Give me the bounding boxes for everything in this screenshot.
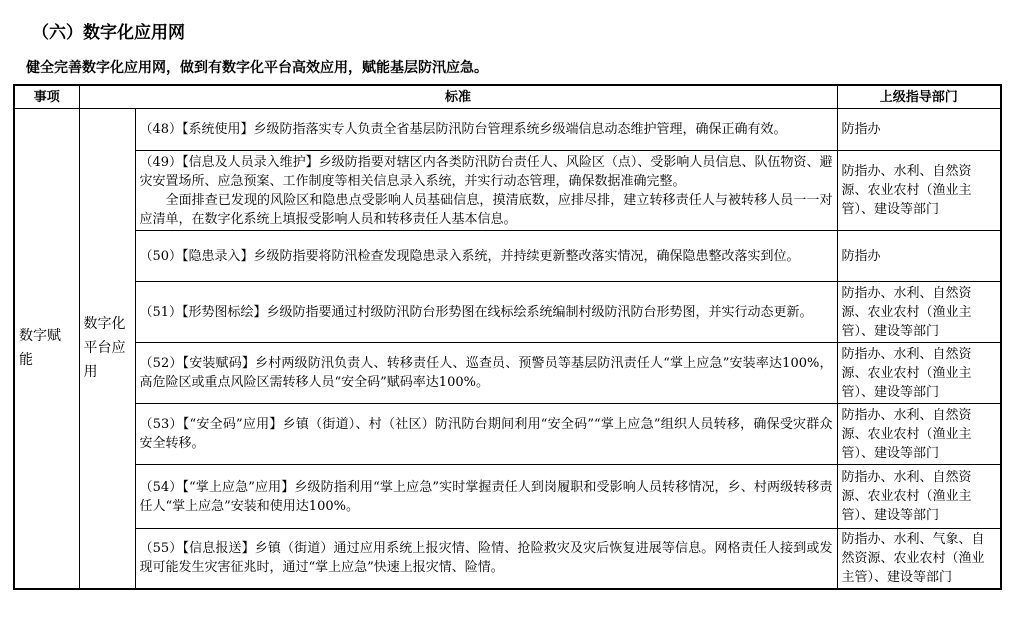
table-row [14, 343, 1001, 404]
dept-cell: 防指办 [837, 109, 1001, 151]
table-row [14, 529, 1001, 589]
dept-cell: 防指办、水利、自然资源、农业农村（渔业主管）、建设等部门 [837, 465, 1001, 529]
standard-text: （50）【隐患录入】乡级防指要将防汛检查发现隐患录入系统，并持续更新整改落实情况，确保隐患整改落实到位。 [135, 231, 837, 282]
dept-cell: 防指办、水利、气象、自然资源、农业农村（渔业主管）、建设等部门 [837, 529, 1001, 589]
section-intro: 健全完善数字化应用网，做到有数字化平台高效应用，赋能基层防汛应急。 [26, 60, 488, 76]
standard-text: （54）【“掌上应急”应用】乡级防指利用“掌上应急”实时掌握责任人到岗履职和受影响人员转移情况，乡、村两级转移责任人“掌上应急”安装和使用达100%。 [135, 465, 837, 529]
table-row [14, 231, 1001, 282]
standard-text: （49）【信息及人员录入维护】乡级防指要对辖区内各类防汛防台责任人、风险区（点）、受影响人员信息、队伍物资、避灾安置场所、应急预案、工作制度等相关信息录入系统，并实行动态管理，确保数据准确完整。 [139, 154, 833, 189]
subcategory-cell: 数字化平台应用 [79, 109, 135, 589]
standard-text: （51）【形势图标绘】乡级防指要通过村级防汛防台形势图在线标绘系统编制村级防汛防台形势图，并实行动态更新。 [135, 282, 837, 343]
header-item: 事项 [14, 85, 79, 109]
dept-cell: 防指办、水利、自然资源、农业农村（渔业主管）、建设等部门 [837, 151, 1001, 231]
standard-text: （55）【信息报送】乡镇（街道）通过应用系统上报灾情、险情、抢险救灾及灾后恢复进展等信息。网格责任人接到或发现可能发生灾害征兆时，通过“掌上应急”快速上报灾情、险情。 [135, 529, 837, 589]
section-title: （六）数字化应用网 [32, 23, 185, 43]
table-row [14, 465, 1001, 529]
standard-text-extra: 全面排查已发现的风险区和隐患点受影响人员基础信息，摸清底数，应排尽排，建立转移责任人与被转移人员一一对应清单，在数字化系统上填报受影响人员和转移责任人基本信息。 [139, 192, 833, 227]
standard-text: （53）【“安全码”应用】乡镇（街道）、村（社区）防汛防台期间利用“安全码”“掌上应急”组织人员转移，确保受灾群众安全转移。 [135, 404, 837, 465]
table-row [14, 109, 1001, 151]
dept-cell: 防指办、水利、自然资源、农业农村（渔业主管）、建设等部门 [837, 282, 1001, 343]
standard-text: （52）【安装赋码】乡村两级防汛负责人、转移责任人、巡查员、预警员等基层防汛责任人“掌上应急”安装率达100%，高危险区或重点风险区需转移人员“安全码”赋码率达100%。 [135, 343, 837, 404]
header-standard: 标准 [79, 85, 837, 109]
standard-text-cell [135, 151, 837, 231]
table-row [14, 151, 1001, 231]
table-row [14, 404, 1001, 465]
category-cell: 数字赋能 [14, 109, 79, 589]
standard-text: （48）【系统使用】乡级防指落实专人负责全省基层防汛防台管理系统乡级端信息动态维护管理，确保正确有效。 [135, 109, 837, 151]
dept-cell: 防指办、水利、自然资源、农业农村（渔业主管）、建设等部门 [837, 343, 1001, 404]
table-header-row [14, 85, 1001, 109]
standards-table [13, 84, 1002, 590]
header-dept: 上级指导部门 [837, 85, 1001, 109]
dept-cell: 防指办 [837, 231, 1001, 282]
table-row [14, 282, 1001, 343]
dept-cell: 防指办、水利、自然资源、农业农村（渔业主管）、建设等部门 [837, 404, 1001, 465]
